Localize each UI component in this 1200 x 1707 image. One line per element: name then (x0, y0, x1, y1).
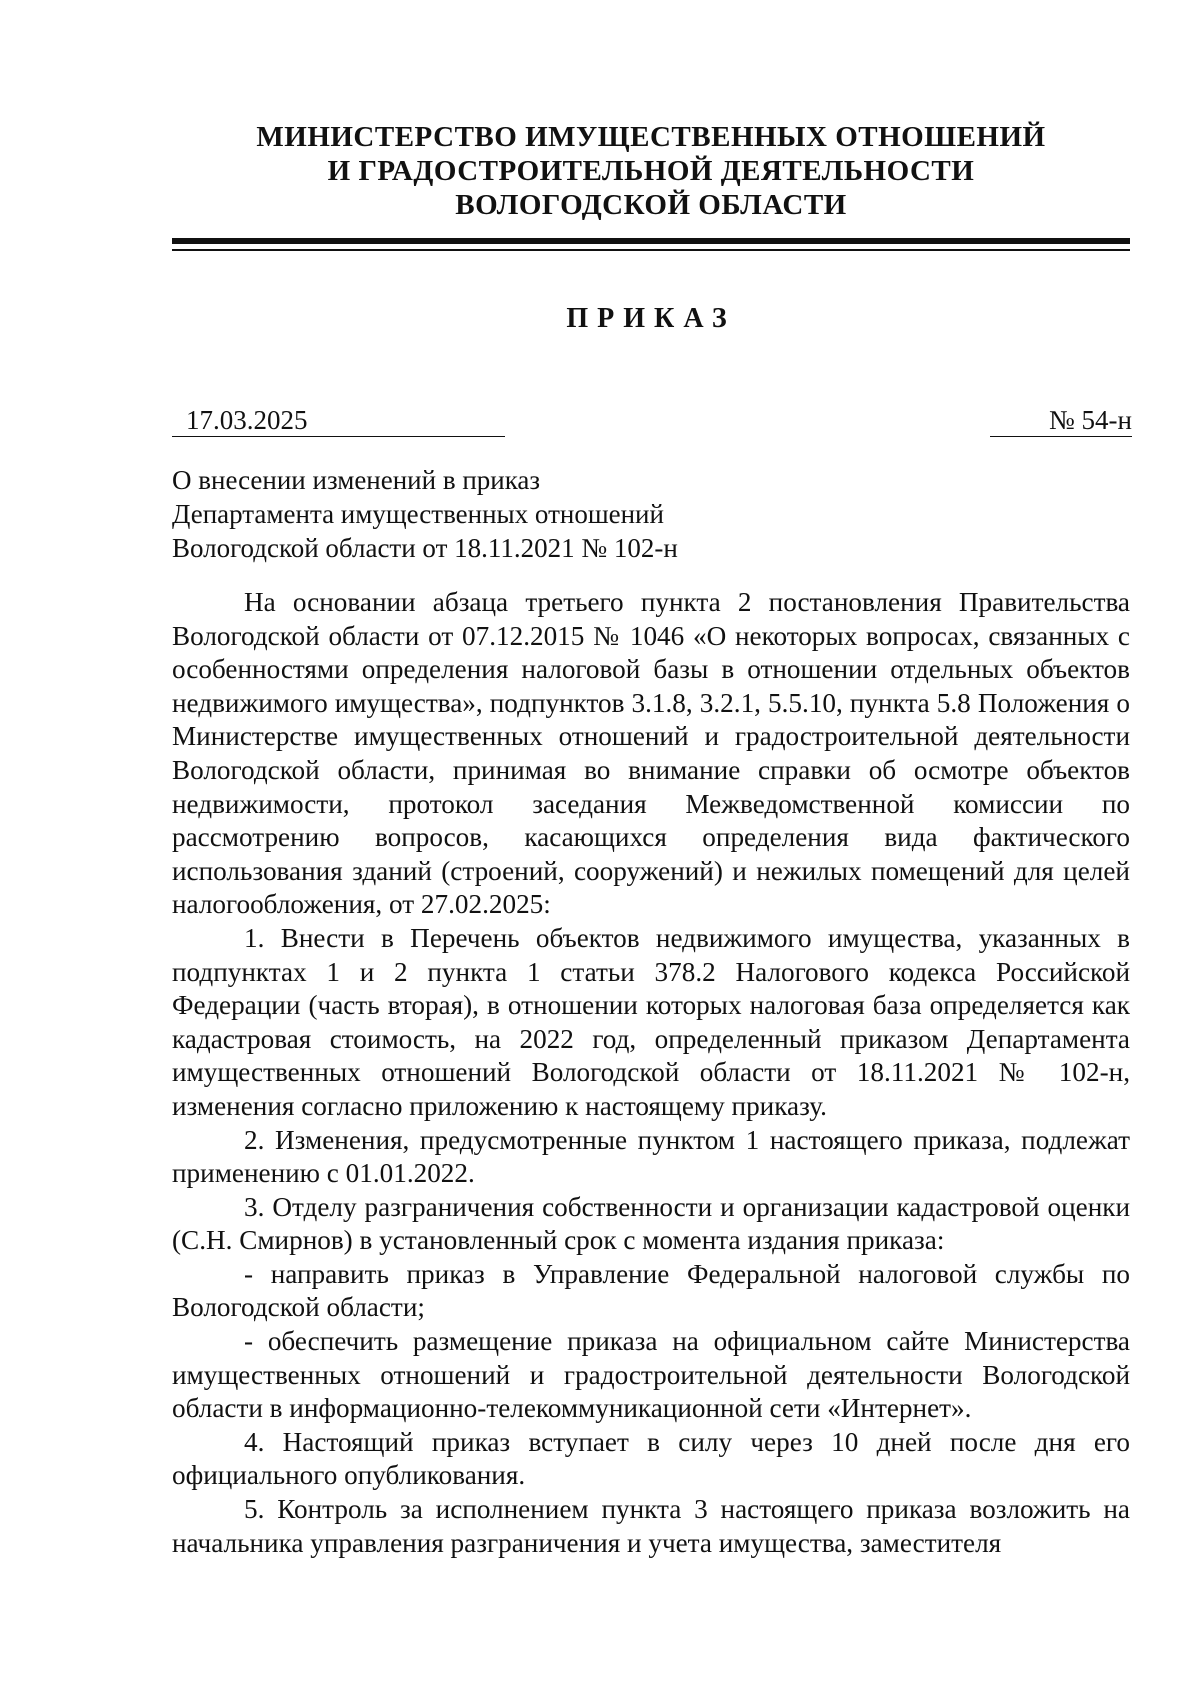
order-subject-line-3: Вологодской области от 18.11.2021 № 102-н (172, 533, 678, 563)
ministry-header-line-2: И ГРАДОСТРОИТЕЛЬНОЙ ДЕЯТЕЛЬНОСТИ (327, 155, 975, 187)
clause-3-item-1-paragraph: - направить приказ в Управление Федеральной налоговой службы по Вологодской области; (172, 1258, 1130, 1323)
clause-4-paragraph: 4. Настоящий приказ вступает в силу через 10 дней после дня его официального опубликования. (172, 1426, 1130, 1491)
clause-3-item-2-paragraph: - обеспечить размещение приказа на официальном сайте Министерства имущественных отношений и градостроительной деятельности Вологодской области в информационно-телекоммуникационной сети «Интернет». (172, 1326, 1130, 1424)
document-type-title: ПРИКАЗ (566, 303, 736, 334)
order-date: 17.03.2025 (172, 404, 505, 437)
order-body (172, 586, 1130, 1560)
clause-1-paragraph: 1. Внести в Перечень объектов недвижимого имущества, указанных в подпунктах 1 и 2 пункта 1 статьи 378.2 Налогового кодекса Российской Федерации (часть вторая), в отношении которых налоговая база определяется как кадастровая стоимость, на 2022 год, определенный приказом Департамента имущественных отношений Вологодской области от 18.11.2021 № 102-н, изменения согласно приложению к настоящему приказу. (172, 922, 1130, 1121)
order-subject-line-2: Департамента имущественных отношений (172, 499, 664, 529)
ministry-header (172, 120, 1130, 222)
preamble-paragraph: На основании абзаца третьего пункта 2 постановления Правительства Вологодской области от 07.12.2015 № 1046 «О некоторых вопросах, связанных с особенностями определения налоговой базы в отношении отдельных объектов недвижимого имущества», подпунктов 3.1.8, 3.2.1, 5.5.10, пункта 5.8 Положения о Министерстве имущественных отношений и градостроительной деятельности Вологодской области, принимая во внимание справки об осмотре объектов недвижимости, протокол заседания Межведомственной комиссии по рассмотрению вопросов, касающихся определения вида фактического использования зданий (строений, сооружений) и нежилых помещений для целей налогообложения, от 27.02.2025: (172, 587, 1130, 920)
order-number: № 54-н (990, 404, 1132, 437)
clause-3-paragraph: 3. Отделу разграничения собственности и организации кадастровой оценки (С.Н. Смирнов) в установленный срок с момента издания приказа: (172, 1191, 1130, 1256)
ministry-header-line-3: ВОЛОГОДСКОЙ ОБЛАСТИ (455, 189, 847, 221)
header-rule-thin (172, 249, 1130, 251)
clause-2-paragraph: 2. Изменения, предусмотренные пунктом 1 настоящего приказа, подлежат применению с 01.01.2022. (172, 1124, 1130, 1189)
clause-5-paragraph: 5. Контроль за исполнением пункта 3 настоящего приказа возложить на начальника управления разграничения и учета имущества, заместителя (172, 1494, 1130, 1558)
header-rule-thick (172, 238, 1130, 244)
order-subject-line-1: О внесении изменений в приказ (172, 465, 541, 495)
order-subject (172, 463, 678, 565)
ministry-header-line-1: МИНИСТЕРСТВО ИМУЩЕСТВЕННЫХ ОТНОШЕНИЙ (256, 121, 1046, 153)
